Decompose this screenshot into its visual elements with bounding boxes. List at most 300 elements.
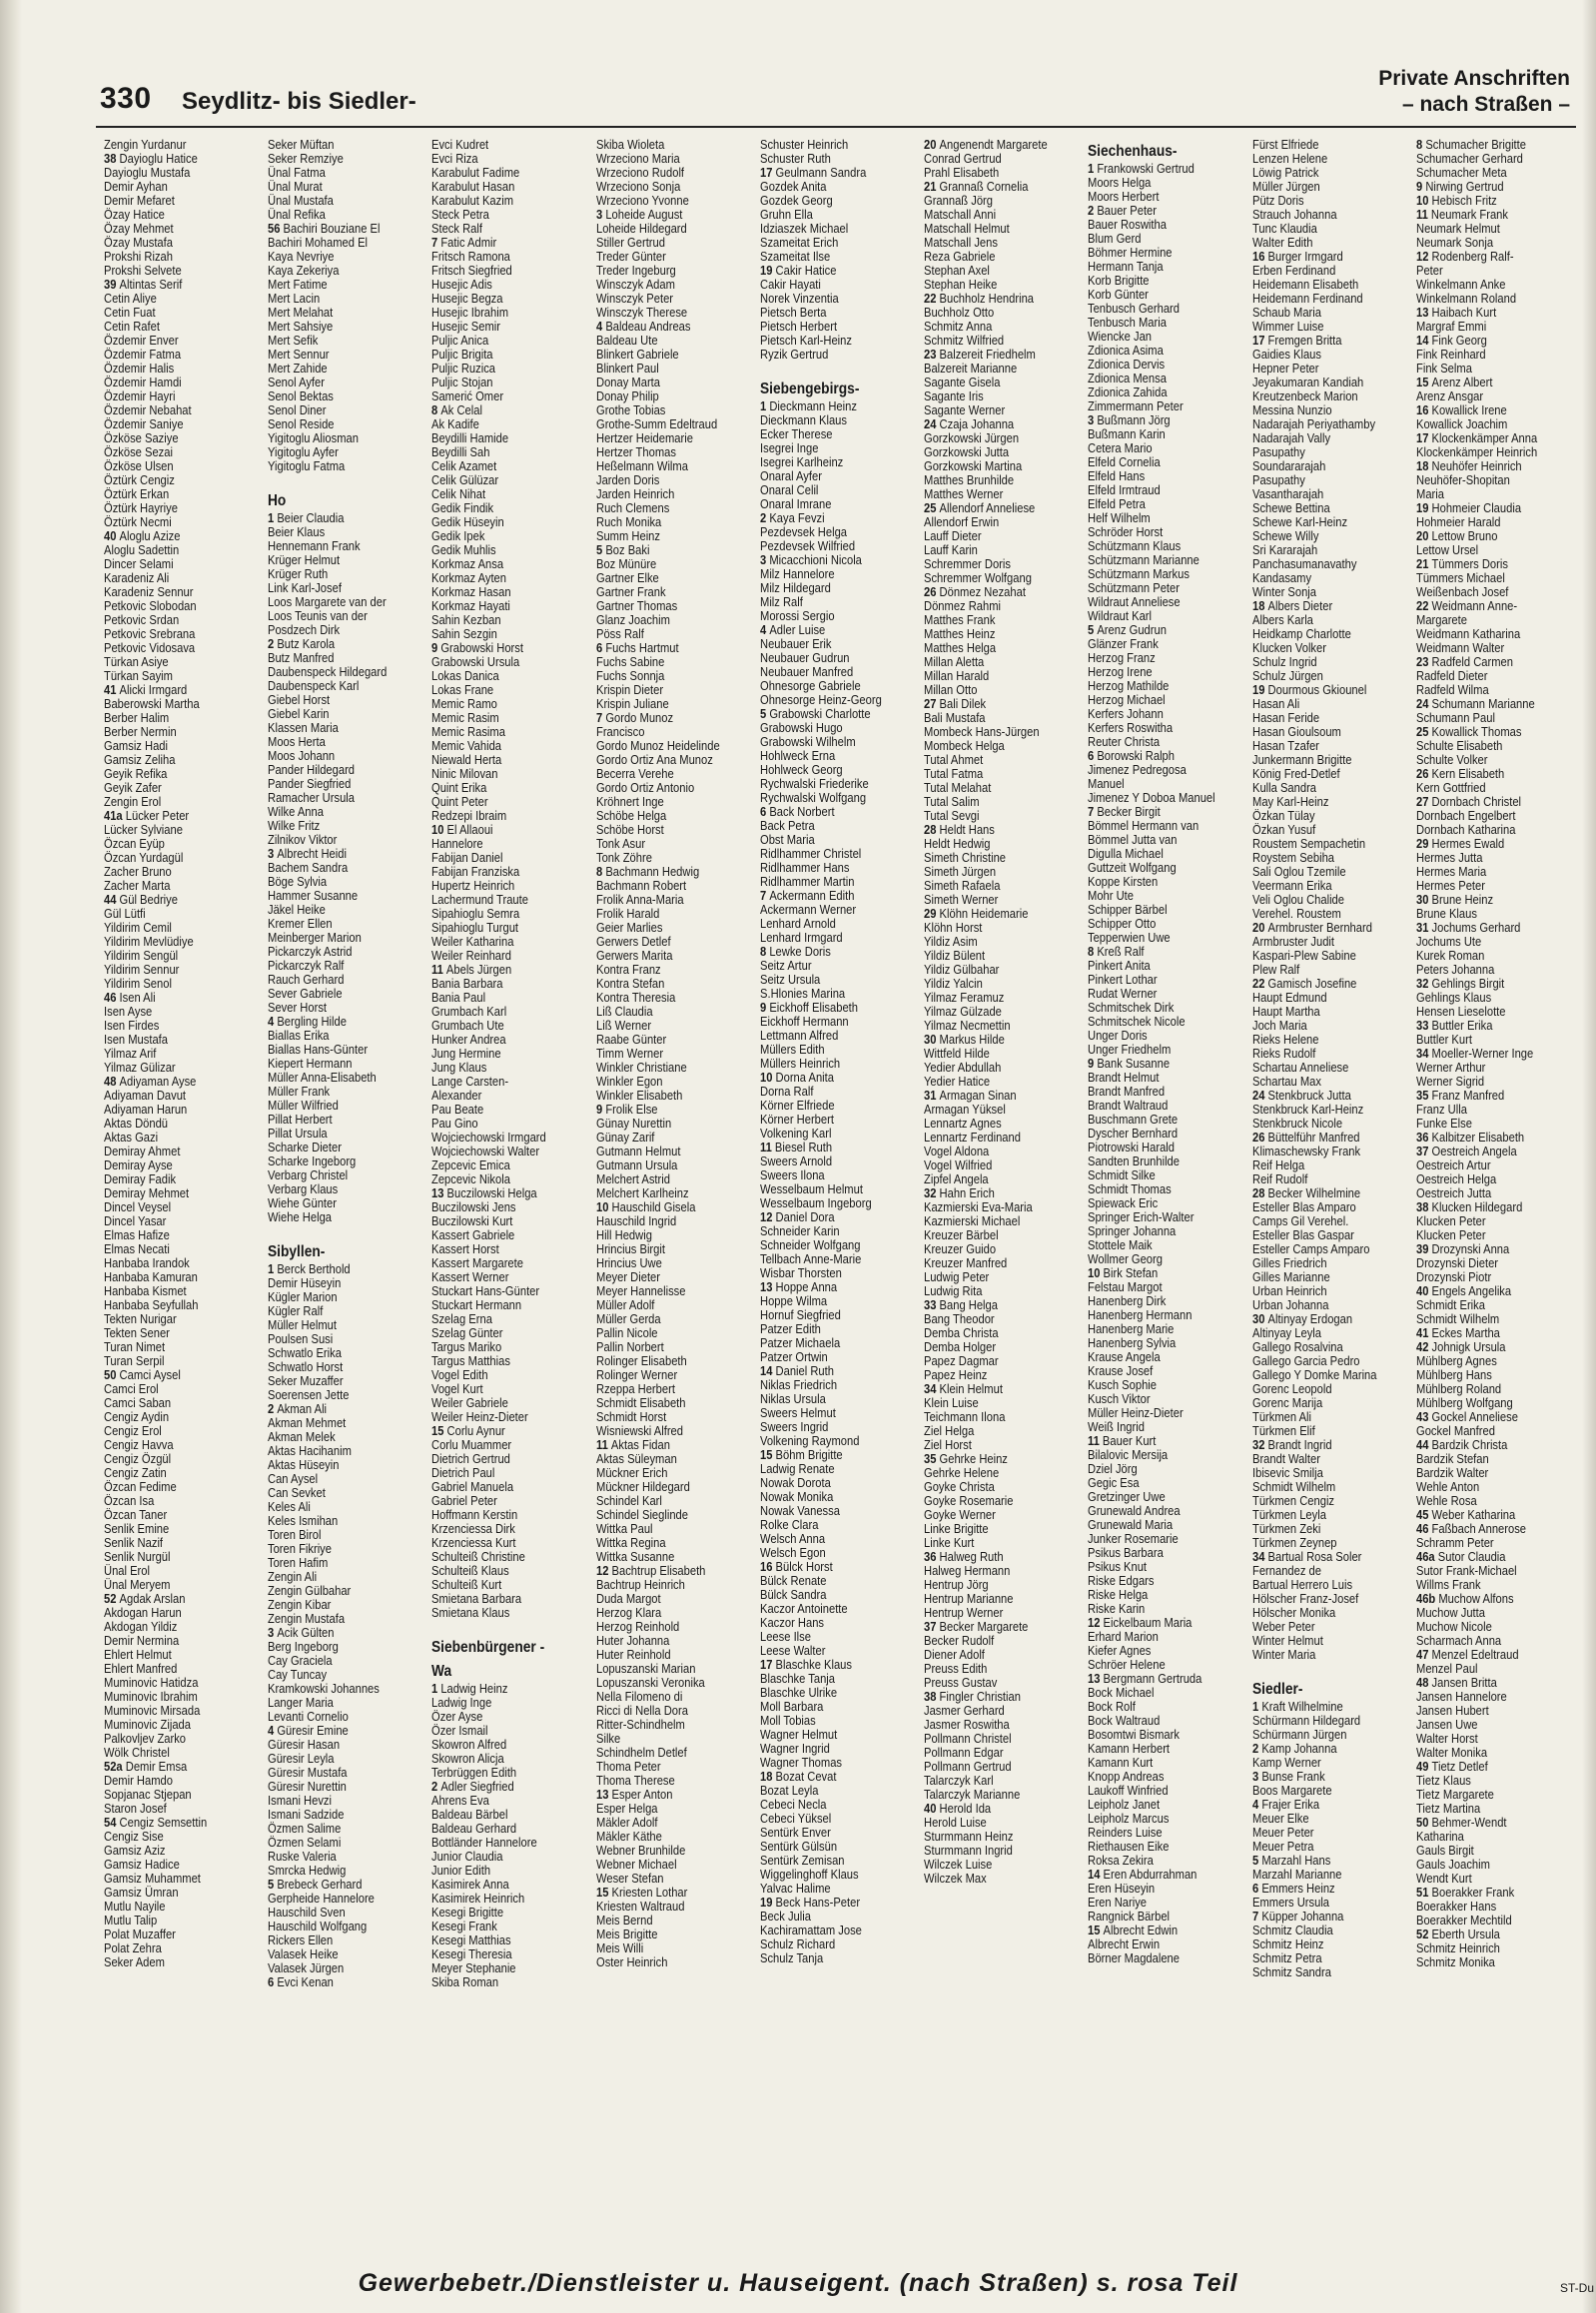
resident-name: Cengiz Semsettin — [119, 1815, 208, 1830]
resident-entry: Kamann Kurt — [1088, 1755, 1154, 1770]
resident-entry: Günay Nurettin — [595, 1116, 671, 1131]
resident-entry: Welsch Anna — [759, 1531, 825, 1546]
resident-entry: Hermes Maria — [1415, 864, 1486, 879]
resident-entry: Albrecht Erwin — [1088, 1936, 1161, 1951]
resident-entry — [104, 809, 244, 823]
resident-entry: Blinkert Paul — [595, 361, 659, 376]
resident-entry: Ridlhammer Christel — [759, 846, 862, 861]
resident-entry: Jimenez Y Doboa Manuel — [1088, 790, 1215, 805]
resident-name: Buczilowski Helga — [446, 1185, 538, 1200]
resident-entry: Schulz Ingrid — [1251, 654, 1317, 669]
resident-entry: Jeyakumaran Kandiah — [1251, 375, 1363, 389]
resident-entry — [1416, 1760, 1556, 1774]
resident-name: Brebeck Gerhard — [277, 1877, 363, 1892]
resident-entry: Pietsch Berta — [759, 305, 827, 320]
resident-entry: Kamann Herbert — [1088, 1741, 1171, 1756]
resident-entry — [760, 1560, 900, 1574]
resident-entry: Winsczyk Peter — [595, 291, 673, 306]
resident-entry: Puljic Brigita — [431, 347, 493, 362]
resident-entry: Tutal Ahmet — [924, 752, 984, 767]
resident-entry: Joch Maria — [1251, 1018, 1307, 1033]
resident-entry: Husejic Semir — [431, 319, 501, 334]
resident-entry: Melchert Astrid — [595, 1171, 670, 1186]
resident-entry: Pietsch Karl-Heinz — [759, 333, 852, 348]
resident-entry: Lokas Danica — [431, 668, 500, 683]
resident-entry: Cay Tuncay — [268, 1667, 328, 1682]
resident-entry: Vogel Kurt — [431, 1381, 484, 1396]
resident-entry: Hill Hedwig — [595, 1227, 652, 1242]
resident-entry: Kiepert Hermann — [268, 1056, 353, 1071]
resident-entry: Matschall Helmut — [924, 221, 1010, 236]
resident-entry — [760, 889, 900, 903]
resident-name: Albrecht Edwin — [1103, 1923, 1179, 1937]
resident-entry: Weidmann Katharina — [1415, 626, 1520, 641]
resident-entry: Conrad Gertrud — [924, 151, 1002, 166]
resident-name: Biesel Ruth — [774, 1140, 832, 1155]
resident-entry: Roksa Zekira — [1088, 1853, 1155, 1868]
resident-entry: Herzog Franz — [1088, 650, 1157, 665]
house-number: 36 — [924, 1549, 940, 1564]
resident-entry: Güresir Leyla — [268, 1751, 335, 1766]
resident-name: Butz Karola — [277, 636, 336, 651]
resident-entry: Dietrich Gertrud — [431, 1451, 511, 1466]
resident-entry: Schmitz Heinz — [1251, 1936, 1323, 1951]
resident-entry: Frolik Anna-Maria — [595, 892, 684, 907]
resident-entry: Schmidt Thomas — [1088, 1181, 1172, 1196]
resident-entry: Oestreich Artur — [1415, 1157, 1491, 1172]
resident-name: Fingler Christian — [939, 1689, 1022, 1704]
resident-name: Boerakker Frank — [1431, 1885, 1514, 1900]
resident-entry — [1252, 1882, 1392, 1896]
resident-name: Ladwig Heinz — [440, 1681, 508, 1696]
resident-name: Schumann Marianne — [1431, 696, 1535, 711]
resident-entry: Klucken Peter — [1415, 1213, 1486, 1228]
resident-entry: Unger Doris — [1088, 1028, 1148, 1043]
resident-entry: Dietrich Paul — [431, 1465, 495, 1480]
resident-entry: Gordo Munoz Heidelinde — [595, 738, 720, 753]
resident-entry: Rolinger Werner — [595, 1367, 677, 1382]
resident-entry: Kassert Gabriele — [431, 1227, 515, 1242]
house-number: 21 — [924, 179, 940, 194]
resident-name: Armbruster Bernhard — [1267, 920, 1372, 935]
resident-entry: Mert Zahide — [268, 361, 328, 376]
resident-entry — [760, 1896, 900, 1910]
resident-entry: Zacher Bruno — [104, 864, 172, 879]
house-number: 6 — [1251, 1881, 1261, 1896]
resident-entry: Schumacher Gerhard — [1415, 151, 1523, 166]
resident-entry: Schürmann Jürgen — [1251, 1727, 1346, 1742]
directory-column — [1416, 138, 1557, 2253]
house-number: 11 — [431, 962, 447, 977]
house-number: 48 — [104, 1074, 120, 1089]
resident-entry: Junker Rosemarie — [1088, 1531, 1180, 1546]
resident-name: Arenz Gudrun — [1097, 622, 1168, 637]
resident-entry: Senol Ayfer — [268, 375, 326, 389]
resident-entry: Ramacher Ursula — [268, 790, 356, 805]
resident-entry: Zengin Mustafa — [268, 1611, 346, 1626]
resident-entry: Loos Margarete van der — [268, 594, 387, 609]
house-number: 49 — [1415, 1759, 1432, 1774]
resident-name: Albers Dieter — [1267, 598, 1332, 613]
resident-entry: Digulla Michael — [1088, 846, 1165, 861]
resident-entry: Kesegi Frank — [431, 1919, 498, 1933]
house-number: 21 — [1415, 556, 1432, 571]
resident-entry: Leese Walter — [759, 1643, 826, 1658]
resident-entry: Rieks Rudolf — [1251, 1046, 1315, 1061]
resident-entry: Dincel Veysel — [104, 1199, 172, 1214]
resident-entry: Camci Saban — [104, 1395, 172, 1410]
resident-entry — [924, 1298, 1064, 1312]
resident-entry: Gozdek Anita — [759, 179, 827, 194]
resident-entry: Özer Ismail — [431, 1723, 488, 1738]
resident-entry: Demir Hüseyin — [268, 1275, 342, 1290]
resident-entry: Muchow Nicole — [1415, 1619, 1492, 1634]
resident-entry — [1416, 250, 1556, 264]
house-number: 26 — [1415, 766, 1432, 781]
resident-name: Bülck Horst — [775, 1559, 833, 1574]
resident-entry — [924, 348, 1064, 362]
resident-name: Aloglu Azize — [119, 528, 181, 543]
resident-entry: Kontra Stefan — [595, 976, 665, 991]
house-number: 11 — [1088, 1433, 1104, 1448]
resident-entry: Türkan Sayim — [104, 668, 173, 683]
resident-entry: Ehlert Helmut — [104, 1647, 172, 1662]
house-number: 4 — [595, 319, 605, 334]
resident-entry: Wojciechowski Irmgard — [431, 1130, 547, 1145]
resident-name: Birk Stefan — [1103, 1265, 1159, 1280]
resident-entry: Giebel Karin — [268, 706, 330, 721]
resident-entry: Summ Heinz — [595, 528, 660, 543]
resident-entry — [924, 1186, 1064, 1200]
resident-entry: Schmidt Elisabeth — [595, 1395, 686, 1410]
resident-entry — [268, 222, 407, 236]
resident-entry: Meuer Peter — [1251, 1825, 1314, 1840]
resident-entry: Halweg Hermann — [924, 1563, 1011, 1578]
house-number: 5 — [1251, 1853, 1261, 1868]
resident-entry: Wilczek Luise — [924, 1857, 993, 1872]
resident-entry: Hermes Jutta — [1415, 850, 1483, 865]
resident-entry: König Fred-Detlef — [1251, 766, 1340, 781]
resident-name: Dorna Anita — [775, 1070, 834, 1085]
resident-entry: Preuss Edith — [924, 1661, 988, 1676]
resident-entry — [1416, 1550, 1556, 1564]
resident-entry: Scharke Dieter — [268, 1140, 343, 1155]
resident-entry — [1088, 162, 1227, 176]
resident-name: Bachtrup Elisabeth — [611, 1563, 706, 1578]
resident-entry — [1416, 1508, 1556, 1522]
resident-entry: Özcan Isa — [104, 1493, 155, 1508]
house-number: 46 — [1415, 1521, 1432, 1536]
resident-entry: Kesegi Theresia — [431, 1946, 513, 1961]
house-number: 13 — [1088, 1671, 1104, 1686]
resident-entry: Menzel Paul — [1415, 1661, 1478, 1676]
house-number: 1 — [1251, 1699, 1261, 1714]
resident-entry: Sali Oglou Tzemile — [1251, 864, 1346, 879]
resident-entry: Dayioglu Mustafa — [104, 165, 191, 180]
house-number: 15 — [1415, 375, 1432, 389]
house-number: 34 — [1251, 1549, 1268, 1564]
resident-name: Gehlings Birgit — [1431, 976, 1505, 991]
resident-entry: Milz Ralf — [759, 594, 803, 609]
resident-entry: Demir Hamdo — [104, 1773, 173, 1788]
resident-entry — [1416, 1438, 1556, 1452]
resident-entry: Seker Muzaffer — [268, 1373, 344, 1388]
resident-name: Engels Angelika — [1431, 1283, 1511, 1298]
house-number: 15 — [431, 1423, 447, 1438]
resident-name: Bergling Hilde — [277, 1014, 348, 1029]
house-number: 34 — [1415, 1046, 1432, 1061]
resident-entry — [431, 403, 571, 417]
resident-entry: Moors Helga — [1088, 175, 1152, 190]
resident-entry: Peters Johanna — [1415, 962, 1495, 977]
resident-entry: Wittka Susanne — [595, 1549, 674, 1564]
resident-entry: Isegrei Inge — [759, 440, 819, 455]
house-number: 1 — [268, 510, 278, 525]
resident-entry — [268, 1878, 407, 1892]
resident-entry: Herzog Klara — [595, 1605, 661, 1620]
resident-entry: Petkovic Vidosava — [104, 640, 196, 655]
house-number: 37 — [924, 1619, 940, 1634]
resident-entry: Guttzeit Wolfgang — [1088, 860, 1177, 875]
resident-entry: Tenbusch Maria — [1088, 315, 1168, 330]
resident-entry: Boerakker Hans — [1415, 1899, 1496, 1914]
resident-entry: Daubenspeck Karl — [268, 678, 360, 693]
house-number: 10 — [1088, 1265, 1104, 1280]
resident-entry: Böge Sylvia — [268, 874, 328, 889]
house-number: 6 — [595, 640, 605, 655]
street-heading: Siechenhaus- — [1088, 143, 1178, 160]
resident-entry: Kurek Roman — [1415, 948, 1485, 963]
resident-entry: Muminovic Zijada — [104, 1717, 191, 1732]
resident-entry: Brune Klaus — [1415, 906, 1477, 921]
resident-entry: Pollmann Edgar — [924, 1745, 1004, 1760]
house-number: 3 — [759, 552, 770, 567]
resident-entry — [268, 511, 407, 525]
resident-entry: Ridlhammer Hans — [759, 860, 850, 875]
resident-entry: Yilmaz Necmettin — [924, 1018, 1011, 1033]
resident-entry — [104, 278, 244, 292]
resident-entry: Piotrowski Harald — [1088, 1140, 1176, 1155]
resident-entry: Winkler Egon — [595, 1074, 663, 1089]
resident-entry: Mühlberg Hans — [1415, 1367, 1492, 1382]
resident-entry: Neubauer Erik — [759, 636, 832, 651]
resident-entry: Cebeci Necla — [759, 1797, 827, 1812]
resident-entry: Mombeck Helga — [924, 738, 1005, 753]
resident-entry: Onaral Celil — [759, 482, 819, 497]
resident-entry: Gutmann Ursula — [595, 1157, 678, 1172]
resident-entry: Pinkert Anita — [1088, 958, 1152, 973]
resident-name: Moeller-Werner Inge — [1431, 1046, 1534, 1061]
resident-entry: Langer Maria — [268, 1695, 335, 1710]
resident-entry: Isen Firdes — [104, 1018, 160, 1033]
resident-entry: Radfeld Wilma — [1415, 682, 1489, 697]
resident-entry: Tutal Sevgi — [924, 808, 980, 823]
house-number: 17 — [759, 165, 776, 180]
resident-entry: Baldeau Ute — [595, 333, 658, 348]
resident-entry: Gehlings Klaus — [1415, 990, 1491, 1005]
resident-entry: Memic Rasim — [431, 710, 500, 725]
resident-entry: Tietz Margarete — [1415, 1787, 1494, 1802]
resident-name: Kamp Johanna — [1260, 1741, 1337, 1756]
resident-entry: Toren Hafim — [268, 1555, 329, 1570]
resident-name: Lücker Peter — [125, 808, 190, 823]
resident-entry: Messina Nunzio — [1251, 402, 1332, 417]
resident-entry — [1416, 1592, 1556, 1606]
resident-name: Tümmers Doris — [1431, 556, 1508, 571]
resident-name: El Allaoui — [446, 822, 493, 837]
resident-name: Eickelbaum Maria — [1103, 1615, 1193, 1630]
resident-entry: Tunc Klaudia — [1251, 221, 1317, 236]
resident-entry: Müllers Heinrich — [759, 1056, 841, 1071]
resident-entry: Özay Mustafa — [104, 235, 173, 250]
resident-entry — [1252, 1550, 1392, 1564]
resident-entry: Gerpheide Hannelore — [268, 1891, 376, 1906]
resident-entry — [1416, 431, 1556, 445]
resident-entry: Schützmann Klaus — [1088, 538, 1182, 553]
resident-entry — [1252, 1770, 1392, 1784]
resident-name: Gamisch Josefine — [1267, 976, 1356, 991]
resident-entry: Gorzkowski Martina — [924, 458, 1023, 473]
resident-entry: Zengin Kibar — [268, 1597, 332, 1612]
resident-entry: Bachiri Mohamed El — [268, 235, 369, 250]
resident-entry: Bülck Renate — [759, 1573, 827, 1588]
resident-entry: Sahin Sezgin — [431, 626, 498, 641]
resident-entry: Demba Christa — [924, 1325, 999, 1340]
resident-entry: Bardzik Walter — [1415, 1465, 1489, 1480]
street-heading: Siebengebirgs- — [759, 381, 860, 397]
resident-entry — [104, 893, 244, 907]
resident-entry: Koppe Kirsten — [1088, 874, 1159, 889]
street-heading: Wa — [431, 1663, 452, 1680]
resident-entry: Pasupathy — [1251, 444, 1305, 459]
resident-entry: Schipper Bärbel — [1088, 902, 1168, 917]
resident-entry: Kriesten Waltraud — [595, 1899, 685, 1914]
resident-entry: Tekten Nurigar — [104, 1311, 177, 1326]
resident-name: Neumark Frank — [1430, 207, 1508, 222]
resident-entry: Lücker Sylviane — [104, 822, 183, 837]
resident-entry: Moll Tobias — [759, 1713, 816, 1728]
resident-entry — [1088, 1924, 1227, 1937]
resident-entry: Gamsiz Muhammet — [104, 1871, 201, 1886]
resident-entry: Klassen Maria — [268, 720, 340, 735]
resident-entry — [104, 1760, 244, 1774]
resident-name: Baldeau Andreas — [604, 319, 691, 334]
resident-name: Marzahl Hans — [1260, 1853, 1330, 1868]
resident-entry: Wehle Rosa — [1415, 1493, 1477, 1508]
resident-entry: Krispin Juliane — [595, 696, 669, 711]
resident-entry: Urban Heinrich — [1251, 1283, 1327, 1298]
resident-entry: Riethausen Eike — [1088, 1839, 1170, 1854]
resident-name: Kowallick Thomas — [1431, 724, 1522, 739]
resident-entry — [924, 417, 1064, 431]
resident-entry: Grothe Tobias — [595, 402, 666, 417]
resident-name: Alicki Irmgard — [119, 682, 188, 697]
resident-entry: Güresir Nurettin — [268, 1779, 348, 1794]
resident-entry: Senlik Nurgül — [104, 1549, 171, 1564]
house-number: 32 — [924, 1185, 940, 1200]
resident-name: Rodenberg Ralf- — [1431, 249, 1514, 264]
house-number: 13 — [595, 1787, 612, 1802]
resident-entry — [1088, 805, 1227, 819]
resident-entry: Wiehe Günter — [268, 1195, 338, 1210]
resident-entry: Berg Ingeborg — [268, 1639, 340, 1654]
resident-entry: Ünal Refika — [268, 207, 327, 222]
resident-entry: Reuter Christa — [1088, 734, 1161, 749]
resident-entry: Krüger Ruth — [268, 566, 329, 581]
resident-entry — [596, 1886, 736, 1900]
resident-entry: Schützmann Markus — [1088, 566, 1191, 581]
resident-entry: Gedik Ipek — [431, 528, 485, 543]
resident-entry: Pinkert Lothar — [1088, 972, 1158, 987]
resident-entry: Smietana Barbara — [431, 1591, 522, 1606]
resident-entry: Kassert Margarete — [431, 1255, 524, 1270]
resident-entry: Akman Mehmet — [268, 1415, 347, 1430]
resident-entry: Nowak Monika — [759, 1489, 834, 1504]
resident-entry: Milz Hildegard — [759, 580, 831, 595]
resident-entry: Demiray Fadik — [104, 1171, 177, 1186]
house-number: 24 — [1251, 1088, 1268, 1103]
resident-entry: Pietsch Herbert — [759, 319, 837, 334]
house-number: 32 — [1251, 1437, 1268, 1452]
resident-entry: Löwig Patrick — [1251, 165, 1319, 180]
resident-entry: Beier Klaus — [268, 524, 326, 539]
resident-entry: Yildirim Mevlüdiye — [104, 934, 194, 949]
resident-entry: Fritsch Siegfried — [431, 263, 513, 278]
resident-entry: Gedik Findik — [431, 500, 494, 515]
resident-entry: Gallego Garcia Pedro — [1251, 1353, 1360, 1368]
resident-entry: S.Hlonies Marina — [759, 986, 846, 1001]
resident-entry: Puljic Anica — [431, 333, 489, 348]
house-number: 27 — [924, 696, 940, 711]
resident-name: Camci Aysel — [119, 1367, 181, 1382]
resident-name: Dieckmann Heinz — [769, 398, 857, 413]
resident-entry: Szameitat Erich — [759, 235, 839, 250]
resident-entry: Ibisevic Smilja — [1251, 1465, 1323, 1480]
resident-entry: Schmidt Horst — [595, 1409, 666, 1424]
resident-entry: Talarczyk Karl — [924, 1773, 994, 1788]
resident-entry: Sever Horst — [268, 1000, 328, 1015]
resident-entry: Schewe Willy — [1251, 528, 1319, 543]
resident-entry: Schuster Heinrich — [759, 138, 849, 152]
resident-entry: Yildirim Sengül — [104, 948, 179, 963]
resident-entry — [596, 543, 736, 557]
resident-entry: Bilalovic Mersija — [1088, 1447, 1169, 1462]
resident-entry: Melchert Karlheinz — [595, 1185, 689, 1200]
resident-entry: Timm Werner — [595, 1046, 663, 1061]
resident-entry: Walter Edith — [1251, 235, 1313, 250]
house-number: 26 — [1251, 1130, 1268, 1145]
resident-name: Evci Kenan — [277, 1974, 335, 1989]
resident-entry: Sipahioglu Turgut — [431, 920, 519, 935]
resident-name: Haibach Kurt — [1431, 305, 1496, 320]
house-number: 2 — [431, 1779, 441, 1794]
resident-entry: Meis Willi — [595, 1940, 643, 1955]
resident-entry: Boerakker Mechtild — [1415, 1913, 1512, 1928]
resident-name: Lewke Doris — [769, 944, 831, 959]
resident-entry: Puljic Ruzica — [431, 361, 496, 376]
resident-entry — [1416, 697, 1556, 711]
resident-entry: Schmitschek Dirk — [1088, 1000, 1175, 1015]
resident-entry: Margraf Emmi — [1415, 319, 1486, 334]
resident-name: Frankowski Gertrud — [1097, 161, 1196, 176]
resident-entry: Kern Gottfried — [1415, 780, 1486, 795]
resident-entry: Kowallick Joachim — [1415, 416, 1508, 431]
resident-name: Grabowski Horst — [440, 640, 524, 655]
page-binding-shadow — [0, 0, 22, 2313]
resident-entry — [924, 907, 1064, 921]
resident-name: Eren Abdurrahman — [1103, 1867, 1197, 1882]
resident-entry: Wisniewski Alfred — [595, 1423, 683, 1438]
